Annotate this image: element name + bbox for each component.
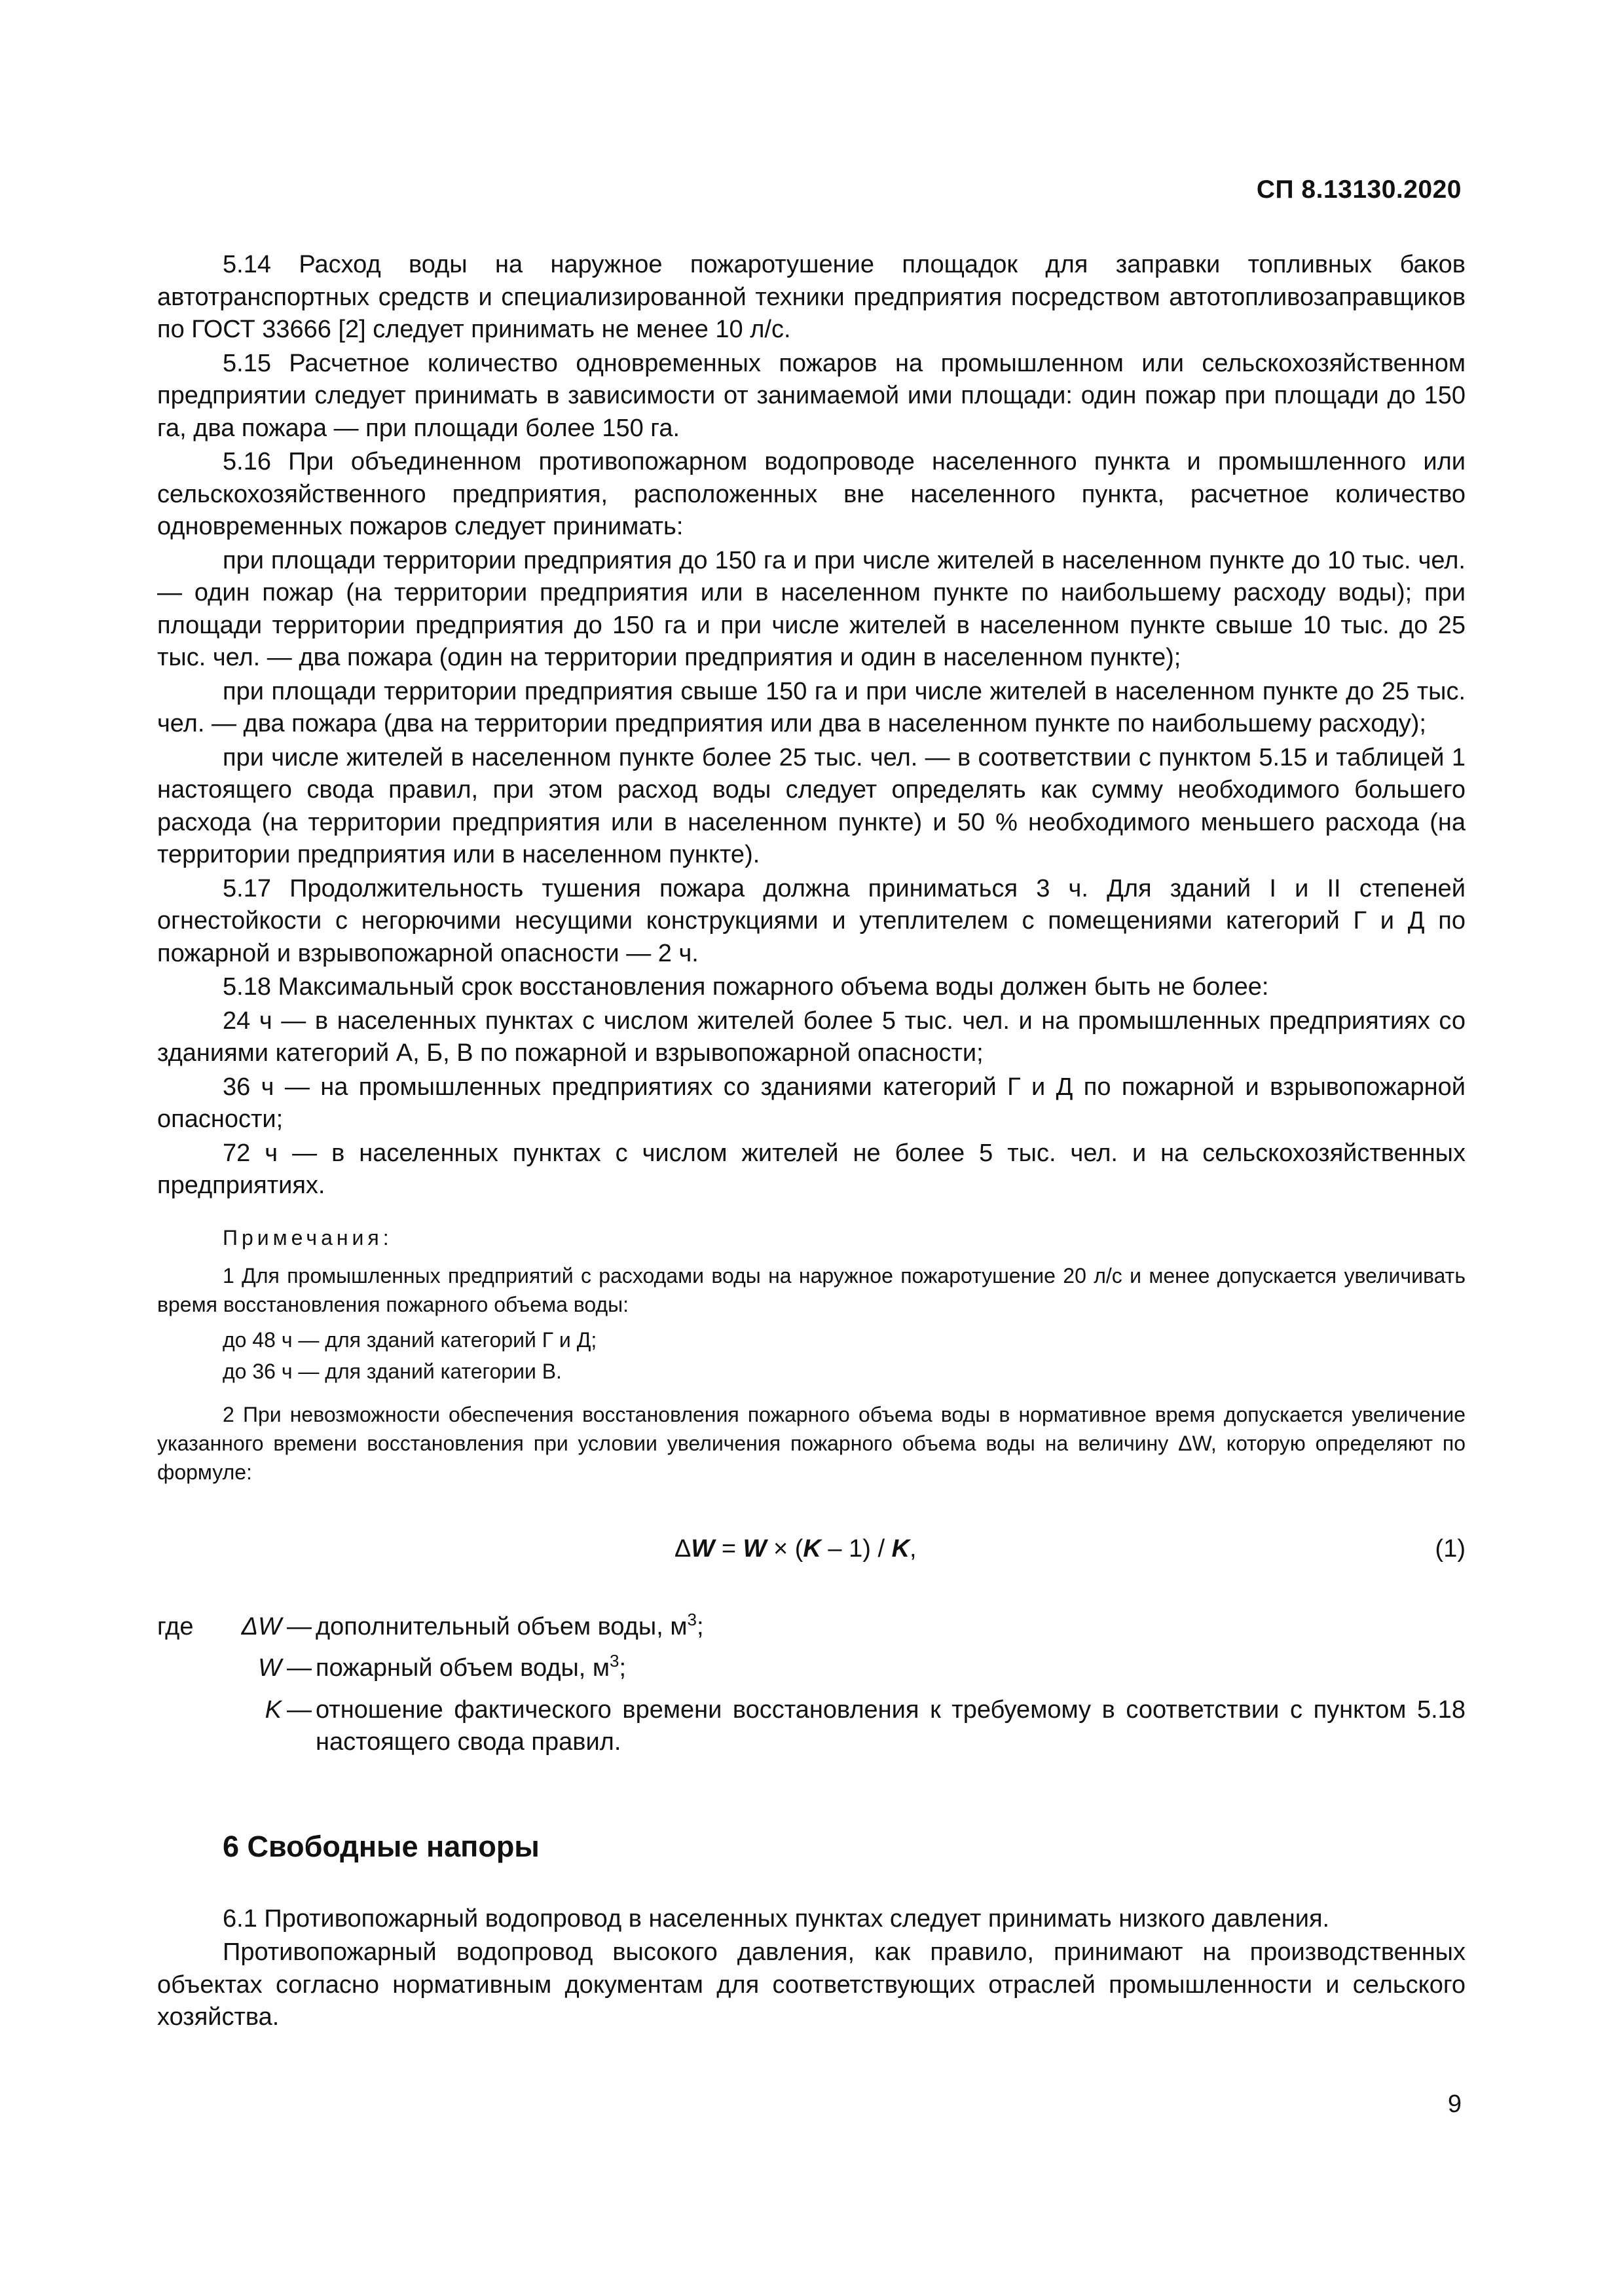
section-title: 6 Свободные напоры [223, 1829, 540, 1863]
legend-text-main: дополнительный объем воды, м [316, 1612, 688, 1640]
legend-spacer [157, 1694, 210, 1759]
note-1: 1 Для промышленных предприятий с расходами воды на наружное пожаротушение 20 л/с и менее допускается увеличивать время восстановления пожарного объема воды: [157, 1263, 1466, 1316]
legend-text-main: отношение фактического времени восстановления к требуемому в соответствии с пунктом 5.18 настоящего свода правил. [316, 1695, 1466, 1756]
legend-text-main: пожарный объем воды, м [316, 1654, 610, 1682]
legend-symbol: K [265, 1695, 282, 1724]
notes-title: Примечания: [223, 1225, 393, 1250]
legend-dash: — [287, 1654, 312, 1682]
legend-sup: 3 [687, 1609, 697, 1629]
legend-where-word: где [157, 1612, 194, 1640]
legend-sup: 3 [610, 1651, 619, 1671]
document-code: СП 8.13130.2020 [1256, 176, 1462, 204]
paragraph-5-16: 5.16 При объединенном противопожарном водопроводе населенного пункта и промышленного или сельскохозяйственного предприятия, расположенных вне населенного пункта, расчетное количество одновременных пожаров следует принимать: [157, 448, 1466, 540]
legend-spacer [157, 1652, 210, 1685]
legend-dash: — [287, 1612, 312, 1640]
page-number: 9 [1447, 2090, 1462, 2118]
paragraph-6-1-cont: Противопожарный водопровод высокого давления, как правило, принимают на производственных объектах согласно нормативным документам для соответствующих отраслей промышленности и сельского хозяйства. [157, 1938, 1466, 2031]
note-1-line-2: до 36 ч — для зданий категории В. [223, 1359, 562, 1383]
formula-number: (1) [1435, 1534, 1466, 1563]
legend-text [316, 1694, 1466, 1759]
paragraph-5-16-case-2: при площади территории предприятия свыше 150 га и при числе жителей в населенном пункте до 25 тыс. чел. — два пожара (два на территории предприятия или два в населенном пункте по наибольшему расходу); [157, 677, 1466, 737]
paragraph-5-16-case-1: при площади территории предприятия до 150 га и при числе жителей в населенном пункте до 10 тыс. чел. — один пожар (на территории предприятия или в населенном пункте по наибольшему расходу воды); при площади территории предприятия до 150 га и при числе жителей в населенном пункте свыше 10 тыс. до 25 тыс. чел. — два пожара (один на территории предприятия и один в населенном пункте); [157, 546, 1466, 671]
paragraph-5-17: 5.17 Продолжительность тушения пожара должна приниматься 3 ч. Для зданий I и II степеней огнестойкости с негорючими несущими конструкциями и утеплителем с помещениями категорий Г и Д по пожарной и взрывопожарной опасности — 2 ч. [157, 874, 1466, 967]
paragraph-5-16-case-3: при числе жителей в населенном пункте более 25 тыс. чел. — в соответствии с пунктом 5.15 и таблицей 1 настоящего свода правил, при этом расход воды следует определять как сумму необходимого большего расхода (на территории предприятия или в населенном пункте) и 50 % необходимого меньшего расхода (на территории предприятия или в населенном пункте). [157, 743, 1466, 868]
legend-symbol: W [258, 1654, 282, 1682]
note-gap [157, 1388, 1466, 1400]
document-body [157, 249, 1466, 2035]
note-2: 2 При невозможности обеспечения восстановления пожарного объема воды в нормативное время допускается увеличение указанного времени восстановления при условии увеличения пожарного объема воды на величину ΔW, которую определяют по формуле: [157, 1402, 1466, 1484]
formula-1: ΔW = W × (K – 1) / K, [674, 1534, 917, 1563]
paragraph-6-1: 6.1 Противопожарный водопровод в населенных пунктах следует принимать низкого давления. [223, 1904, 1330, 1933]
legend-tail: ; [619, 1654, 627, 1682]
note-1-line-1: до 48 ч — для зданий категорий Г и Д; [223, 1327, 597, 1352]
legend-row [157, 1652, 1466, 1685]
legend-text [316, 1611, 1466, 1644]
formula-row [157, 1526, 1466, 1578]
legend-tail: ; [696, 1612, 704, 1640]
formula-legend [157, 1611, 1466, 1759]
legend-text [316, 1652, 1466, 1685]
paragraph-5-18-72h: 72 ч — в населенных пунктах с числом жителей не более 5 тыс. чел. и на сельскохозяйственных предприятиях. [157, 1139, 1466, 1199]
legend-row [157, 1611, 1466, 1644]
paragraph-5-15: 5.15 Расчетное количество одновременных пожаров на промышленном или сельскохозяйственном предприятии следует принимать в зависимости от занимаемой ими площади: один пожар при площади до 150 га, два пожара — при площади более 150 га. [157, 349, 1466, 442]
paragraph-5-18: 5.18 Максимальный срок восстановления пожарного объема воды должен быть не более: [223, 973, 1269, 1001]
legend-row [157, 1694, 1466, 1759]
paragraph-5-18-36h: 36 ч — на промышленных предприятиях со зданиями категорий Г и Д по пожарной и взрывопожарной опасности; [157, 1073, 1466, 1133]
paragraph-5-18-24h: 24 ч — в населенных пунктах с числом жителей более 5 тыс. чел. и на промышленных предприятиях со зданиями категорий А, Б, В по пожарной и взрывопожарной опасности; [157, 1007, 1466, 1067]
legend-dash: — [287, 1695, 312, 1724]
paragraph-5-14: 5.14 Расход воды на наружное пожаротушение площадок для заправки топливных баков автотранспортных средств и специализированной техники предприятия посредством автотопливозаправщиков по ГОСТ 33666 [2] следует принимать не менее 10 л/с. [157, 251, 1466, 343]
legend-symbol: ΔW [241, 1612, 282, 1640]
